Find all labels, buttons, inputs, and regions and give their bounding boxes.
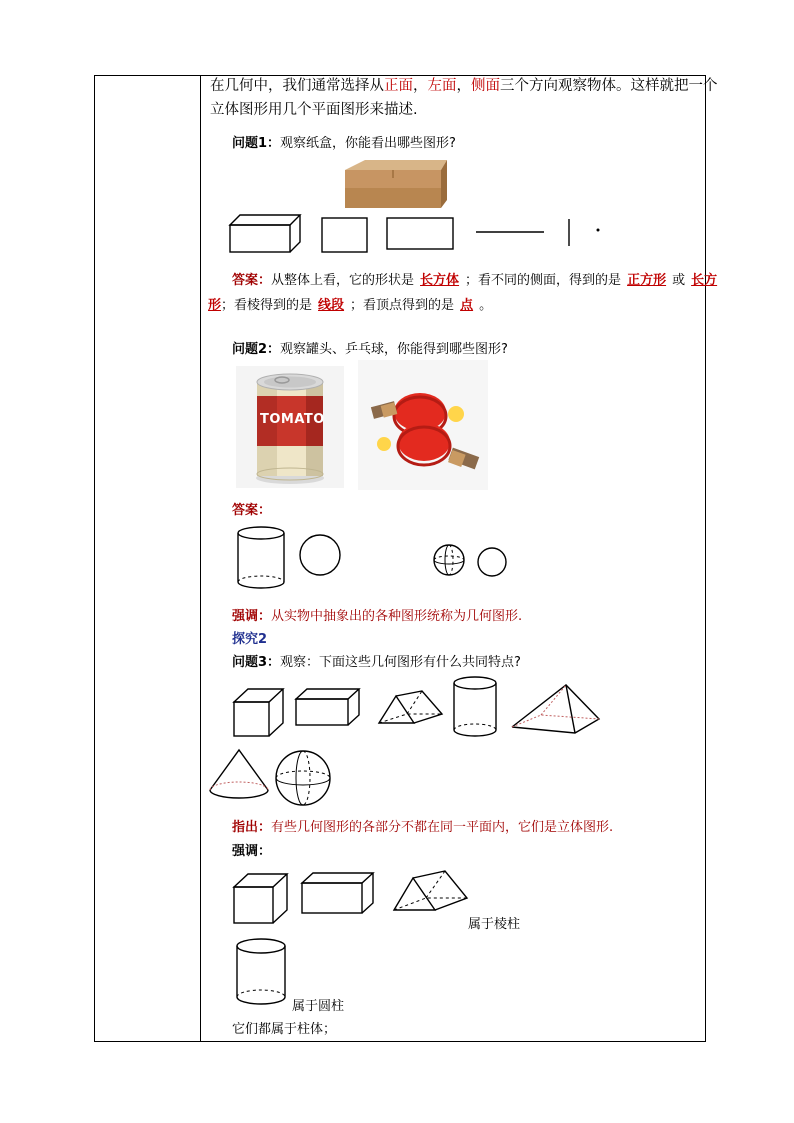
- prism-caption: 属于棱柱: [468, 917, 521, 932]
- question-text: 观察：下面这些几何图形有什么共同特点?: [280, 655, 521, 670]
- question-2: [232, 338, 508, 357]
- answer-label: 答案：: [232, 273, 272, 288]
- answer-blank: 线段: [318, 298, 345, 313]
- ping-pong-image: [358, 360, 488, 490]
- intro-front: 正面: [384, 78, 413, 94]
- emphasis-label: 强调：: [232, 609, 272, 624]
- answer-1-line-1: [232, 269, 723, 288]
- cylinder-shape: [236, 526, 286, 590]
- answer-blank: 形: [208, 298, 222, 313]
- can-label-text: TOMATO: [260, 412, 325, 427]
- square-shape: [321, 217, 369, 253]
- question-3: [232, 651, 521, 670]
- segment-shape: [476, 230, 546, 234]
- answer-1-line-2: [208, 294, 492, 313]
- sphere-shape: [433, 544, 467, 578]
- answer-2-label: 答案：: [232, 503, 272, 518]
- cone-solid: [208, 748, 270, 806]
- question-label: 问题2：: [232, 342, 281, 357]
- cuboid-solid: [295, 688, 361, 726]
- cuboid-solid-2: [301, 872, 375, 914]
- sphere-solid: [275, 750, 333, 808]
- circle-shape: [299, 534, 343, 578]
- emphasis-2-label: 强调：: [232, 844, 272, 859]
- answer-blank: 长方: [691, 273, 718, 288]
- answer-blank: 长方体: [420, 273, 460, 288]
- question-label: 问题1：: [232, 136, 281, 151]
- intro-side: 侧面: [471, 78, 500, 94]
- triangular-prism-solid-2: [393, 870, 469, 912]
- point-shape: [595, 227, 601, 233]
- intro-sep: ，: [413, 78, 428, 94]
- emphasis-1: [232, 605, 522, 624]
- final-statement: 它们都属于柱体；: [232, 1022, 337, 1037]
- answer-text: ；看棱得到的是: [221, 298, 313, 313]
- intro-left: 左面: [427, 78, 457, 94]
- intro-sep: ，: [456, 78, 471, 94]
- cylinder-solid: [452, 676, 498, 738]
- point-text: 有些几何图形的各部分不都在同一平面内，它们是立体图形.: [271, 820, 614, 835]
- cardboard-box-image: [345, 160, 447, 210]
- answer-text: 或: [672, 273, 686, 288]
- left-column-cell: [95, 76, 201, 1041]
- emphasis-text: 从实物中抽象出的各种图形统称为几何图形.: [271, 609, 523, 624]
- ping-pong-paddles-icon: [358, 360, 488, 490]
- answer-text: 。: [479, 298, 493, 313]
- cube-solid-2: [233, 872, 289, 924]
- question-text: 观察罐头、乒乓球，你能得到哪些图形?: [280, 342, 508, 357]
- intro-text: 三个方向观察物体。这样就把一个: [500, 78, 718, 94]
- cuboid-shape: [229, 213, 303, 253]
- intro-line-2: 立体图形用几个平面图形来描述.: [210, 102, 418, 118]
- tomato-can-image: [236, 366, 344, 488]
- rectangle-shape: [386, 217, 454, 251]
- pyramid-solid: [511, 683, 603, 735]
- vertical-segment-shape: [567, 219, 571, 247]
- intro-text: 在几何中，我们通常选择从: [210, 78, 384, 94]
- question-label: 问题3：: [232, 655, 281, 670]
- small-circle-shape: [477, 547, 509, 579]
- answer-text: ；看顶点得到的是: [350, 298, 455, 313]
- point-out: [232, 816, 613, 835]
- explore-2-heading: 探究2: [232, 632, 268, 647]
- question-1: [232, 132, 456, 151]
- cylinder-solid-2: [235, 938, 287, 1006]
- question-text: 观察纸盒，你能看出哪些图形?: [280, 136, 456, 151]
- intro-line-1: [210, 75, 718, 97]
- triangular-prism-solid: [378, 690, 444, 726]
- cube-solid: [233, 687, 285, 737]
- answer-text: ；看不同的侧面，得到的是: [465, 273, 622, 288]
- answer-blank: 正方形: [627, 273, 667, 288]
- tomato-can-icon: [236, 366, 344, 488]
- answer-text: 从整体上看，它的形状是: [271, 273, 415, 288]
- answer-blank: 点: [460, 298, 474, 313]
- cylinder-caption: 属于圆柱: [292, 999, 345, 1014]
- point-label: 指出：: [232, 820, 272, 835]
